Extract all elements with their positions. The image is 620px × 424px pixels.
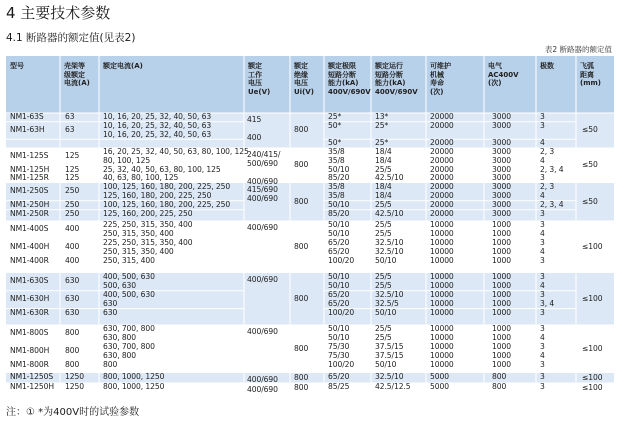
- insulation-voltage-cell: 800: [294, 196, 309, 206]
- electrical-life-cell: 3000 3000: [492, 182, 511, 200]
- model-cell: NM1-400S: [10, 224, 49, 234]
- arc-distance-cell: ≤100: [582, 293, 603, 303]
- mechanical-life-cell: 20000: [430, 138, 454, 148]
- mechanical-life-cell: 10000: [430, 307, 454, 317]
- rated-current-cell: 800: [103, 359, 118, 369]
- poles-cell: 2, 3, 4: [540, 164, 564, 174]
- service-capacity-cell: 42.5/10: [375, 208, 404, 218]
- model-cell: NM1-250R: [10, 208, 49, 218]
- electrical-life-cell: 1000 1000: [492, 341, 511, 360]
- mechanical-life-cell: 5000: [430, 372, 449, 381]
- mechanical-life-cell: 20000: [430, 173, 454, 183]
- rated-current-cell: 630: [103, 307, 118, 317]
- model-cell: NM1-630H: [10, 294, 50, 304]
- rated-current-cell: 630, 700, 800 630, 800: [103, 324, 155, 342]
- header-icu: 额定极限 短路分断 能力(kA) 400V/690V: [328, 62, 371, 96]
- poles-cell: 3: [540, 173, 545, 183]
- rated-voltage-cell: 400/690: [247, 223, 278, 232]
- poles-cell: 3: [540, 307, 545, 317]
- service-capacity-cell: 42.5/12.5: [375, 382, 411, 391]
- rated-voltage-cell: 400/690: [247, 385, 278, 394]
- poles-cell: 2, 3 4: [540, 147, 555, 165]
- model-cell: NM1-63S: [10, 112, 44, 121]
- rated-current-cell: 25, 32, 40, 50, 63, 80, 100, 125: [103, 164, 221, 174]
- arc-distance-cell: ≤50: [582, 125, 598, 135]
- rated-current-cell: 40, 63, 80, 100, 125: [103, 173, 179, 183]
- breaking-capacity-cell: 35/8 35/8: [328, 182, 345, 200]
- rated-voltage-cell: 400/690: [247, 327, 278, 336]
- frame-current-cell: 400: [65, 255, 80, 265]
- poles-cell: 3: [540, 382, 545, 391]
- breaking-capacity-cell: 65/20 65/20: [328, 237, 350, 256]
- electrical-life-cell: 1000: [492, 255, 511, 265]
- poles-cell: 3: [540, 120, 545, 130]
- electrical-life-cell: 1000: [492, 359, 511, 369]
- poles-cell: 3 4: [540, 220, 545, 238]
- electrical-life-cell: 800: [492, 372, 507, 381]
- rated-current-cell: 800, 1000, 1250: [103, 382, 165, 391]
- frame-current-cell: 400: [65, 242, 80, 252]
- mechanical-life-cell: 10000 10000: [430, 341, 454, 360]
- table-caption: 表2 断路器的额定值: [544, 45, 612, 54]
- poles-cell: 3 4: [540, 324, 545, 342]
- breaking-capacity-cell: 50/10: [328, 164, 350, 174]
- electrical-life-cell: 1000 1000: [492, 272, 511, 290]
- electrical-life-cell: 800: [492, 382, 507, 391]
- poles-cell: 3 4: [540, 237, 545, 256]
- rated-current-cell: 100, 125, 160, 180, 200, 225, 250: [103, 199, 231, 209]
- header-rated: 额定电流(A): [103, 62, 143, 70]
- mechanical-life-cell: 20000: [430, 112, 454, 121]
- arc-distance-cell: ≤100: [582, 383, 603, 393]
- rated-current-cell: 16, 20, 25, 32, 40, 50, 63, 80, 100, 125 80, 100, 125: [103, 147, 249, 165]
- header-elec: 电气 AC400V (次): [488, 62, 519, 88]
- electrical-life-cell: 3000: [492, 112, 511, 121]
- header-arc: 飞弧 距离 (mm): [580, 62, 601, 88]
- subsection-title: 4.1 断路器的额定值(见表2): [6, 32, 136, 44]
- header-voltage: 额定 工作 电压 Ue(V): [248, 62, 271, 96]
- insulation-voltage-cell: 800: [294, 372, 309, 382]
- breaking-capacity-cell: 100/20: [328, 359, 355, 369]
- service-capacity-cell: 25/5 25/5: [375, 272, 392, 290]
- electrical-life-cell: 3000: [492, 199, 511, 209]
- arc-distance-cell: ≤50: [582, 196, 598, 206]
- group-band: [6, 373, 614, 383]
- poles-cell: 2, 3, 4: [540, 199, 564, 209]
- model-cell: NM1-800H: [10, 346, 50, 356]
- rated-voltage-cell: 400/690: [247, 375, 278, 384]
- rated-voltage-cell: 415/690 400/690: [247, 185, 278, 203]
- breaking-capacity-cell: 65/20 65/20: [328, 289, 350, 308]
- breaking-capacity-cell: 100/20: [328, 307, 355, 317]
- frame-current-cell: 250: [65, 208, 80, 218]
- service-capacity-cell: 25/5: [375, 199, 392, 209]
- frame-current-cell: 1250: [65, 382, 84, 391]
- electrical-life-cell: 1000 1000: [492, 289, 511, 308]
- insulation-voltage-cell: 800: [294, 160, 309, 170]
- arc-distance-cell: ≤100: [582, 343, 603, 353]
- service-capacity-cell: 18/4 18/4: [375, 182, 392, 200]
- insulation-voltage-cell: 800: [294, 383, 309, 393]
- rated-current-cell: 225, 250, 315, 350, 400 250, 315, 350, 400: [103, 237, 193, 256]
- mechanical-life-cell: 20000: [430, 164, 454, 174]
- rated-current-cell: 800, 1000, 1250: [103, 372, 165, 381]
- poles-cell: 3: [540, 208, 545, 218]
- electrical-life-cell: 3000: [492, 164, 511, 174]
- insulation-voltage-cell: 800: [294, 125, 309, 135]
- frame-current-cell: 125: [65, 164, 80, 174]
- poles-cell: 3: [540, 359, 545, 369]
- arc-distance-cell: ≤50: [582, 160, 598, 170]
- service-capacity-cell: 32.5/10 32.5/10: [375, 237, 404, 256]
- model-cell: NM1-63H: [10, 125, 45, 135]
- mechanical-life-cell: 10000: [430, 359, 454, 369]
- service-capacity-cell: 25*: [375, 120, 389, 130]
- group-band: [6, 325, 614, 373]
- model-cell: NM1-800R: [10, 359, 49, 369]
- model-cell: NM1-125H: [10, 164, 50, 174]
- mechanical-life-cell: 20000: [430, 208, 454, 218]
- model-cell: NM1-630R: [10, 307, 49, 317]
- poles-cell: 3: [540, 372, 545, 381]
- model-cell: NM1-400R: [10, 255, 49, 265]
- breaking-capacity-cell: 50/10 50/10: [328, 272, 350, 290]
- rated-voltage-cell: 415 400: [247, 115, 262, 142]
- model-cell: NM1-125S: [10, 151, 49, 161]
- breaking-capacity-cell: 85/25: [328, 382, 350, 391]
- poles-cell: 3 4: [540, 341, 545, 360]
- electrical-life-cell: 1000 1000: [492, 324, 511, 342]
- service-capacity-cell: 37.5/15 37.5/15: [375, 341, 404, 360]
- frame-current-cell: 63: [65, 125, 75, 135]
- rated-current-cell: 10, 16, 20, 25, 32, 40, 50, 63: [103, 112, 212, 121]
- rated-current-cell: 250, 315, 400: [103, 255, 155, 265]
- group-band: [6, 221, 614, 273]
- model-cell: NM1-630S: [10, 276, 49, 286]
- poles-cell: 3: [540, 112, 545, 121]
- poles-cell: 2, 3 4: [540, 182, 555, 200]
- header-mech: 可维护 机械 寿命 (次): [430, 62, 451, 96]
- service-capacity-cell: 13*: [375, 112, 389, 121]
- rated-current-cell: 100, 125, 160, 180, 200, 225, 250 125, 160, 180, 200, 225, 250: [103, 182, 231, 200]
- breaking-capacity-cell: 35/8 35/8: [328, 147, 345, 165]
- service-capacity-cell: 50/10: [375, 307, 397, 317]
- frame-current-cell: 250: [65, 199, 80, 209]
- breaking-capacity-cell: 65/20: [328, 372, 350, 381]
- rated-current-cell: 10, 16, 20, 25, 32, 40, 50, 63 10, 16, 20, 25, 32, 40, 50, 63: [103, 120, 212, 139]
- breaking-capacity-cell: 50/10 50/10: [328, 220, 350, 238]
- service-capacity-cell: 42.5/10: [375, 173, 404, 183]
- mechanical-life-cell: 10000 10000: [430, 289, 454, 308]
- mechanical-life-cell: 10000 10000: [430, 324, 454, 342]
- frame-current-cell: 630: [65, 294, 80, 304]
- insulation-voltage-cell: 800: [294, 293, 309, 303]
- electrical-life-cell: 3000 3000: [492, 147, 511, 165]
- mechanical-life-cell: 10000 10000: [430, 220, 454, 238]
- model-cell: NM1-1250S: [10, 372, 54, 381]
- rated-current-cell: 225, 250, 315, 350, 400 250, 315, 350, 400: [103, 220, 193, 238]
- electrical-life-cell: 3000: [492, 120, 511, 130]
- breaking-capacity-cell: 50*: [328, 138, 342, 148]
- frame-current-cell: 630: [65, 307, 80, 317]
- frame-current-cell: 63: [65, 112, 75, 121]
- service-capacity-cell: 32.5/10: [375, 372, 404, 381]
- frame-current-cell: 250: [65, 186, 80, 196]
- model-cell: NM1-250S: [10, 186, 49, 196]
- mechanical-life-cell: 10000: [430, 255, 454, 265]
- electrical-life-cell: 3000: [492, 208, 511, 218]
- insulation-voltage-cell: 800: [294, 241, 309, 251]
- service-capacity-cell: 32.5/10 32.5/5: [375, 289, 404, 308]
- arc-distance-cell: ≤100: [582, 372, 603, 382]
- service-capacity-cell: 25/5 25/5: [375, 324, 392, 342]
- model-cell: NM1-800S: [10, 328, 49, 338]
- mechanical-life-cell: 20000 20000: [430, 147, 454, 165]
- section-title: 4 主要技术参数: [6, 4, 111, 22]
- breaking-capacity-cell: 85/20: [328, 173, 350, 183]
- group-band: [6, 183, 614, 221]
- model-cell: NM1-125R: [10, 173, 49, 183]
- model-cell: NM1-1250H: [10, 382, 54, 391]
- service-capacity-cell: 25/5: [375, 164, 392, 174]
- ratings-table: [6, 56, 614, 396]
- frame-current-cell: 125: [65, 173, 80, 183]
- breaking-capacity-cell: 25*: [328, 112, 342, 121]
- rated-current-cell: 125, 160, 200, 225, 250: [103, 208, 193, 218]
- electrical-life-cell: 1000 1000: [492, 220, 511, 238]
- poles-cell: 3 4: [540, 272, 545, 290]
- frame-current-cell: 400: [65, 224, 80, 234]
- insulation-voltage-cell: 800: [294, 343, 309, 353]
- rated-voltage-cell: 400/690: [247, 275, 278, 284]
- group-band: [6, 383, 614, 394]
- rated-current-cell: 630, 700, 800 630, 800: [103, 341, 155, 360]
- breaking-capacity-cell: 50/10: [328, 199, 350, 209]
- electrical-life-cell: 1000 1000: [492, 237, 511, 256]
- header-model: 型号: [10, 62, 24, 70]
- frame-current-cell: 630: [65, 276, 80, 286]
- poles-cell: 4: [540, 138, 545, 148]
- breaking-capacity-cell: 50/10 50/10: [328, 324, 350, 342]
- header-frame: 壳架等 级额定 电流(A): [64, 62, 90, 88]
- arc-distance-cell: ≤100: [582, 241, 603, 251]
- header-insulation: 额定 绝缘 电压 Ui(V): [294, 62, 314, 96]
- header-ics: 额定运行 短路分断 能力(kA) 400V/690V: [375, 62, 418, 96]
- electrical-life-cell: 3000: [492, 173, 511, 183]
- mechanical-life-cell: 20000: [430, 120, 454, 130]
- service-capacity-cell: 18/4 18/4: [375, 147, 392, 165]
- service-capacity-cell: 50/10: [375, 359, 397, 369]
- breaking-capacity-cell: 100/20: [328, 255, 355, 265]
- frame-current-cell: 800: [65, 359, 80, 369]
- service-capacity-cell: 50/10: [375, 255, 397, 265]
- mechanical-life-cell: 10000 10000: [430, 272, 454, 290]
- poles-cell: 3: [540, 255, 545, 265]
- mechanical-life-cell: 20000 20000: [430, 182, 454, 200]
- electrical-life-cell: 3000: [492, 138, 511, 148]
- breaking-capacity-cell: 75/30 75/30: [328, 341, 350, 360]
- frame-current-cell: 800: [65, 328, 80, 338]
- rated-current-cell: 400, 500, 630 500, 630: [103, 272, 155, 290]
- breaking-capacity-cell: 85/20: [328, 208, 350, 218]
- model-cell: NM1-250H: [10, 199, 50, 209]
- table-note: 注：① *为400V时的试验参数: [6, 407, 140, 418]
- poles-cell: 3 3, 4: [540, 289, 555, 308]
- rated-voltage-cell: 240/415/ 500/690 400/690: [247, 150, 281, 186]
- breaking-capacity-cell: 50*: [328, 120, 342, 130]
- service-capacity-cell: 25*: [375, 138, 389, 148]
- frame-current-cell: 125: [65, 151, 80, 161]
- mechanical-life-cell: 20000: [430, 199, 454, 209]
- mechanical-life-cell: 10000 10000: [430, 237, 454, 256]
- table-grid: [6, 56, 614, 396]
- frame-current-cell: 1250: [65, 372, 84, 381]
- model-cell: NM1-400H: [10, 242, 50, 252]
- electrical-life-cell: 1000: [492, 307, 511, 317]
- group-band: [6, 273, 614, 325]
- mechanical-life-cell: 5000: [430, 382, 449, 391]
- group-band: [6, 113, 614, 148]
- frame-current-cell: 800: [65, 346, 80, 356]
- header-poles: 极数: [540, 62, 554, 70]
- rated-current-cell: 400, 500, 630 630: [103, 289, 155, 308]
- service-capacity-cell: 25/5 25/5: [375, 220, 392, 238]
